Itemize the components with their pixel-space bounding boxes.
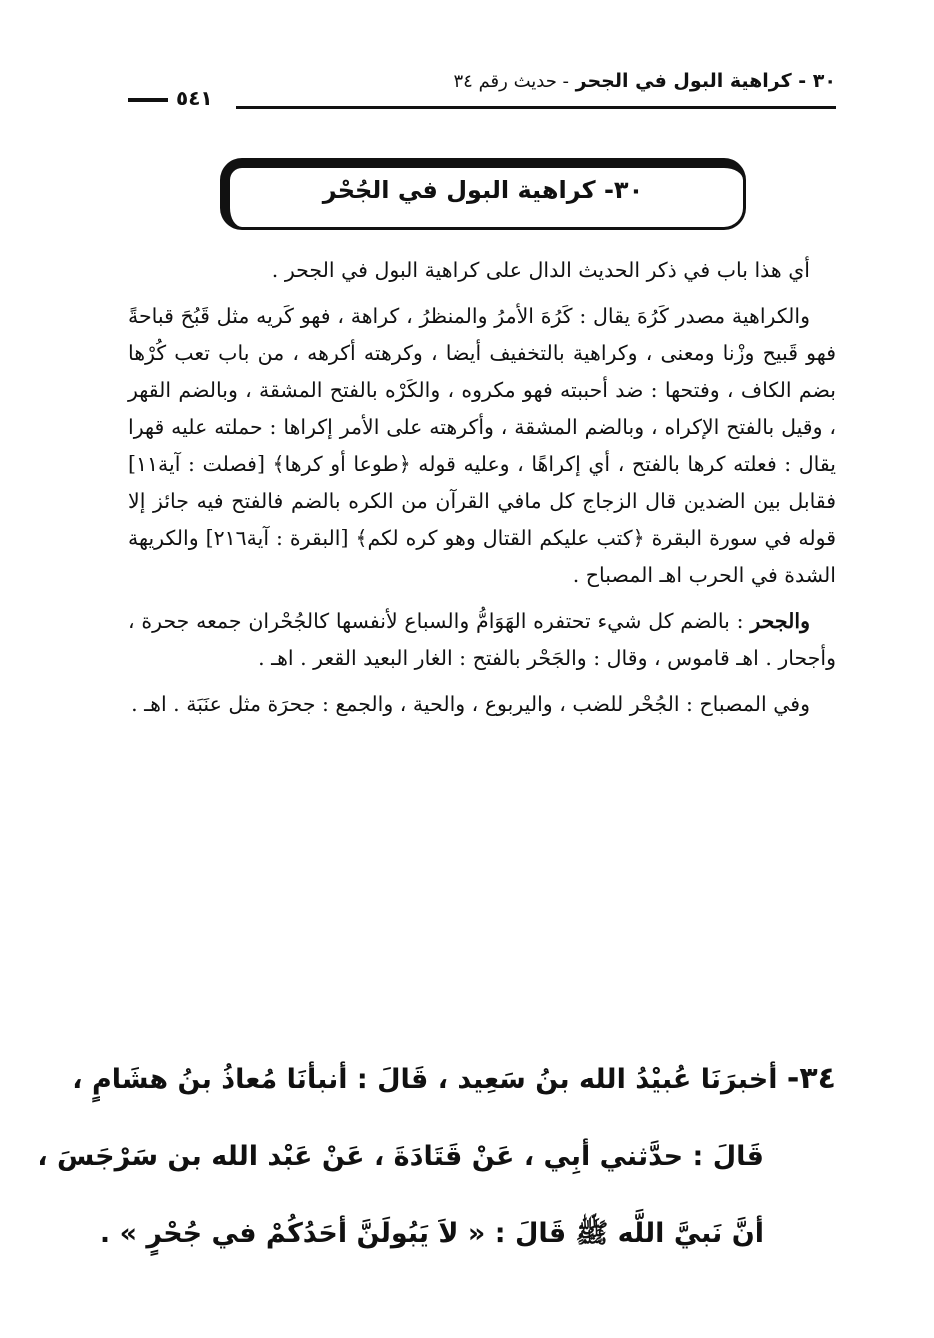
running-title <box>454 70 837 92</box>
paragraph-text: وفي المصباح : الجُحْر للضب ، واليربوع ، والحية ، والجمع : جحرَة مثل عنَبَة . اهـ . <box>131 692 810 716</box>
page-number: ٥٤١ <box>176 86 213 110</box>
paragraph-intro <box>128 252 836 289</box>
commentary-text <box>128 252 836 732</box>
hadith-text <box>37 1040 836 1272</box>
hadith-line-2: قَالَ : حدَّثني أبِي ، عَنْ قَتَادَةَ ، عَنْ عَبْد الله بن سَرْجَسَ ، <box>37 1141 764 1172</box>
paragraph-text: والكراهية مصدر كَرُهَ يقال : كَرُهَ الأمرُ والمنظرُ ، كراهة ، فهو كَريه مثل قَبُحَ قباحةً فهو قَبيح وزْنا ومعنى ، وكراهية بالتخفيف أيضا ، وكرهته أكرهه ، من باب تعب كُرْها بضم الكاف ، وفتحها : ضد أحببته فهو مكروه ، والكَرْه بالفتح المشقة ، وبالضم القهر ، وقيل بالفتح الإكراه ، وبالضم المشقة ، وأكرهته على الأمر إكراها : حملته عليه قهرا يقال : فعلته كرها بالفتح ، أي إكراهًا ، وعليه قوله ﴿طوعا أو كرها﴾ [فصلت : آية١١] فقابل بين الضدين قال الزجاج كل مافي القرآن من الكره بالضم فالفتح فيه جائز إلا قوله في سورة البقرة ﴿كتب عليكم القتال وهو كره لكم﴾ [البقرة : آية٢١٦] والكريهة الشدة في الحرب اهـ المصباح . <box>128 304 836 587</box>
header-rule <box>236 106 836 109</box>
paragraph-text: : بالضم كل شيء تحتفره الهَوَامُّ والسباع لأنفسها كالجُحْران جمعه جحرة ، وأجحار . اهـ قاموس ، وقال : والجَحْر بالفتح : الغار البعيد القعر . اهـ . <box>128 609 836 670</box>
hadith-line-1 <box>72 1040 836 1118</box>
chapter-title-box <box>220 158 746 230</box>
paragraph-juhr <box>128 603 836 677</box>
defined-term: والجحر <box>750 609 810 633</box>
running-header <box>128 66 836 110</box>
hadith-reference: - حديث رقم ٣٤ <box>453 71 570 92</box>
hadith-line-1-text: أخبرَنَا عُبيْدُ الله بنُ سَعِيد ، قَالَ : أنبأنَا مُعاذُ بنُ هشَامٍ ، <box>72 1064 778 1095</box>
hadith-line-3: أنَّ نَبيَّ اللَّه ﷺ قَالَ : « لاَ يَبُولَنَّ أحَدُكُمْ في جُحْرٍ » . <box>99 1218 764 1249</box>
paragraph-karahiya <box>128 298 836 594</box>
paragraph-misbah <box>128 686 836 723</box>
page-number-dash <box>128 98 168 102</box>
chapter-title: ٣٠- كراهية البول في الجُحْر <box>322 176 644 204</box>
hadith-number: ٣٤- <box>786 1061 836 1096</box>
paragraph-text: أي هذا باب في ذكر الحديث الدال على كراهية البول في الجحر . <box>271 258 810 282</box>
running-title-text: ٣٠ - كراهية البول في الجحر <box>575 70 836 92</box>
